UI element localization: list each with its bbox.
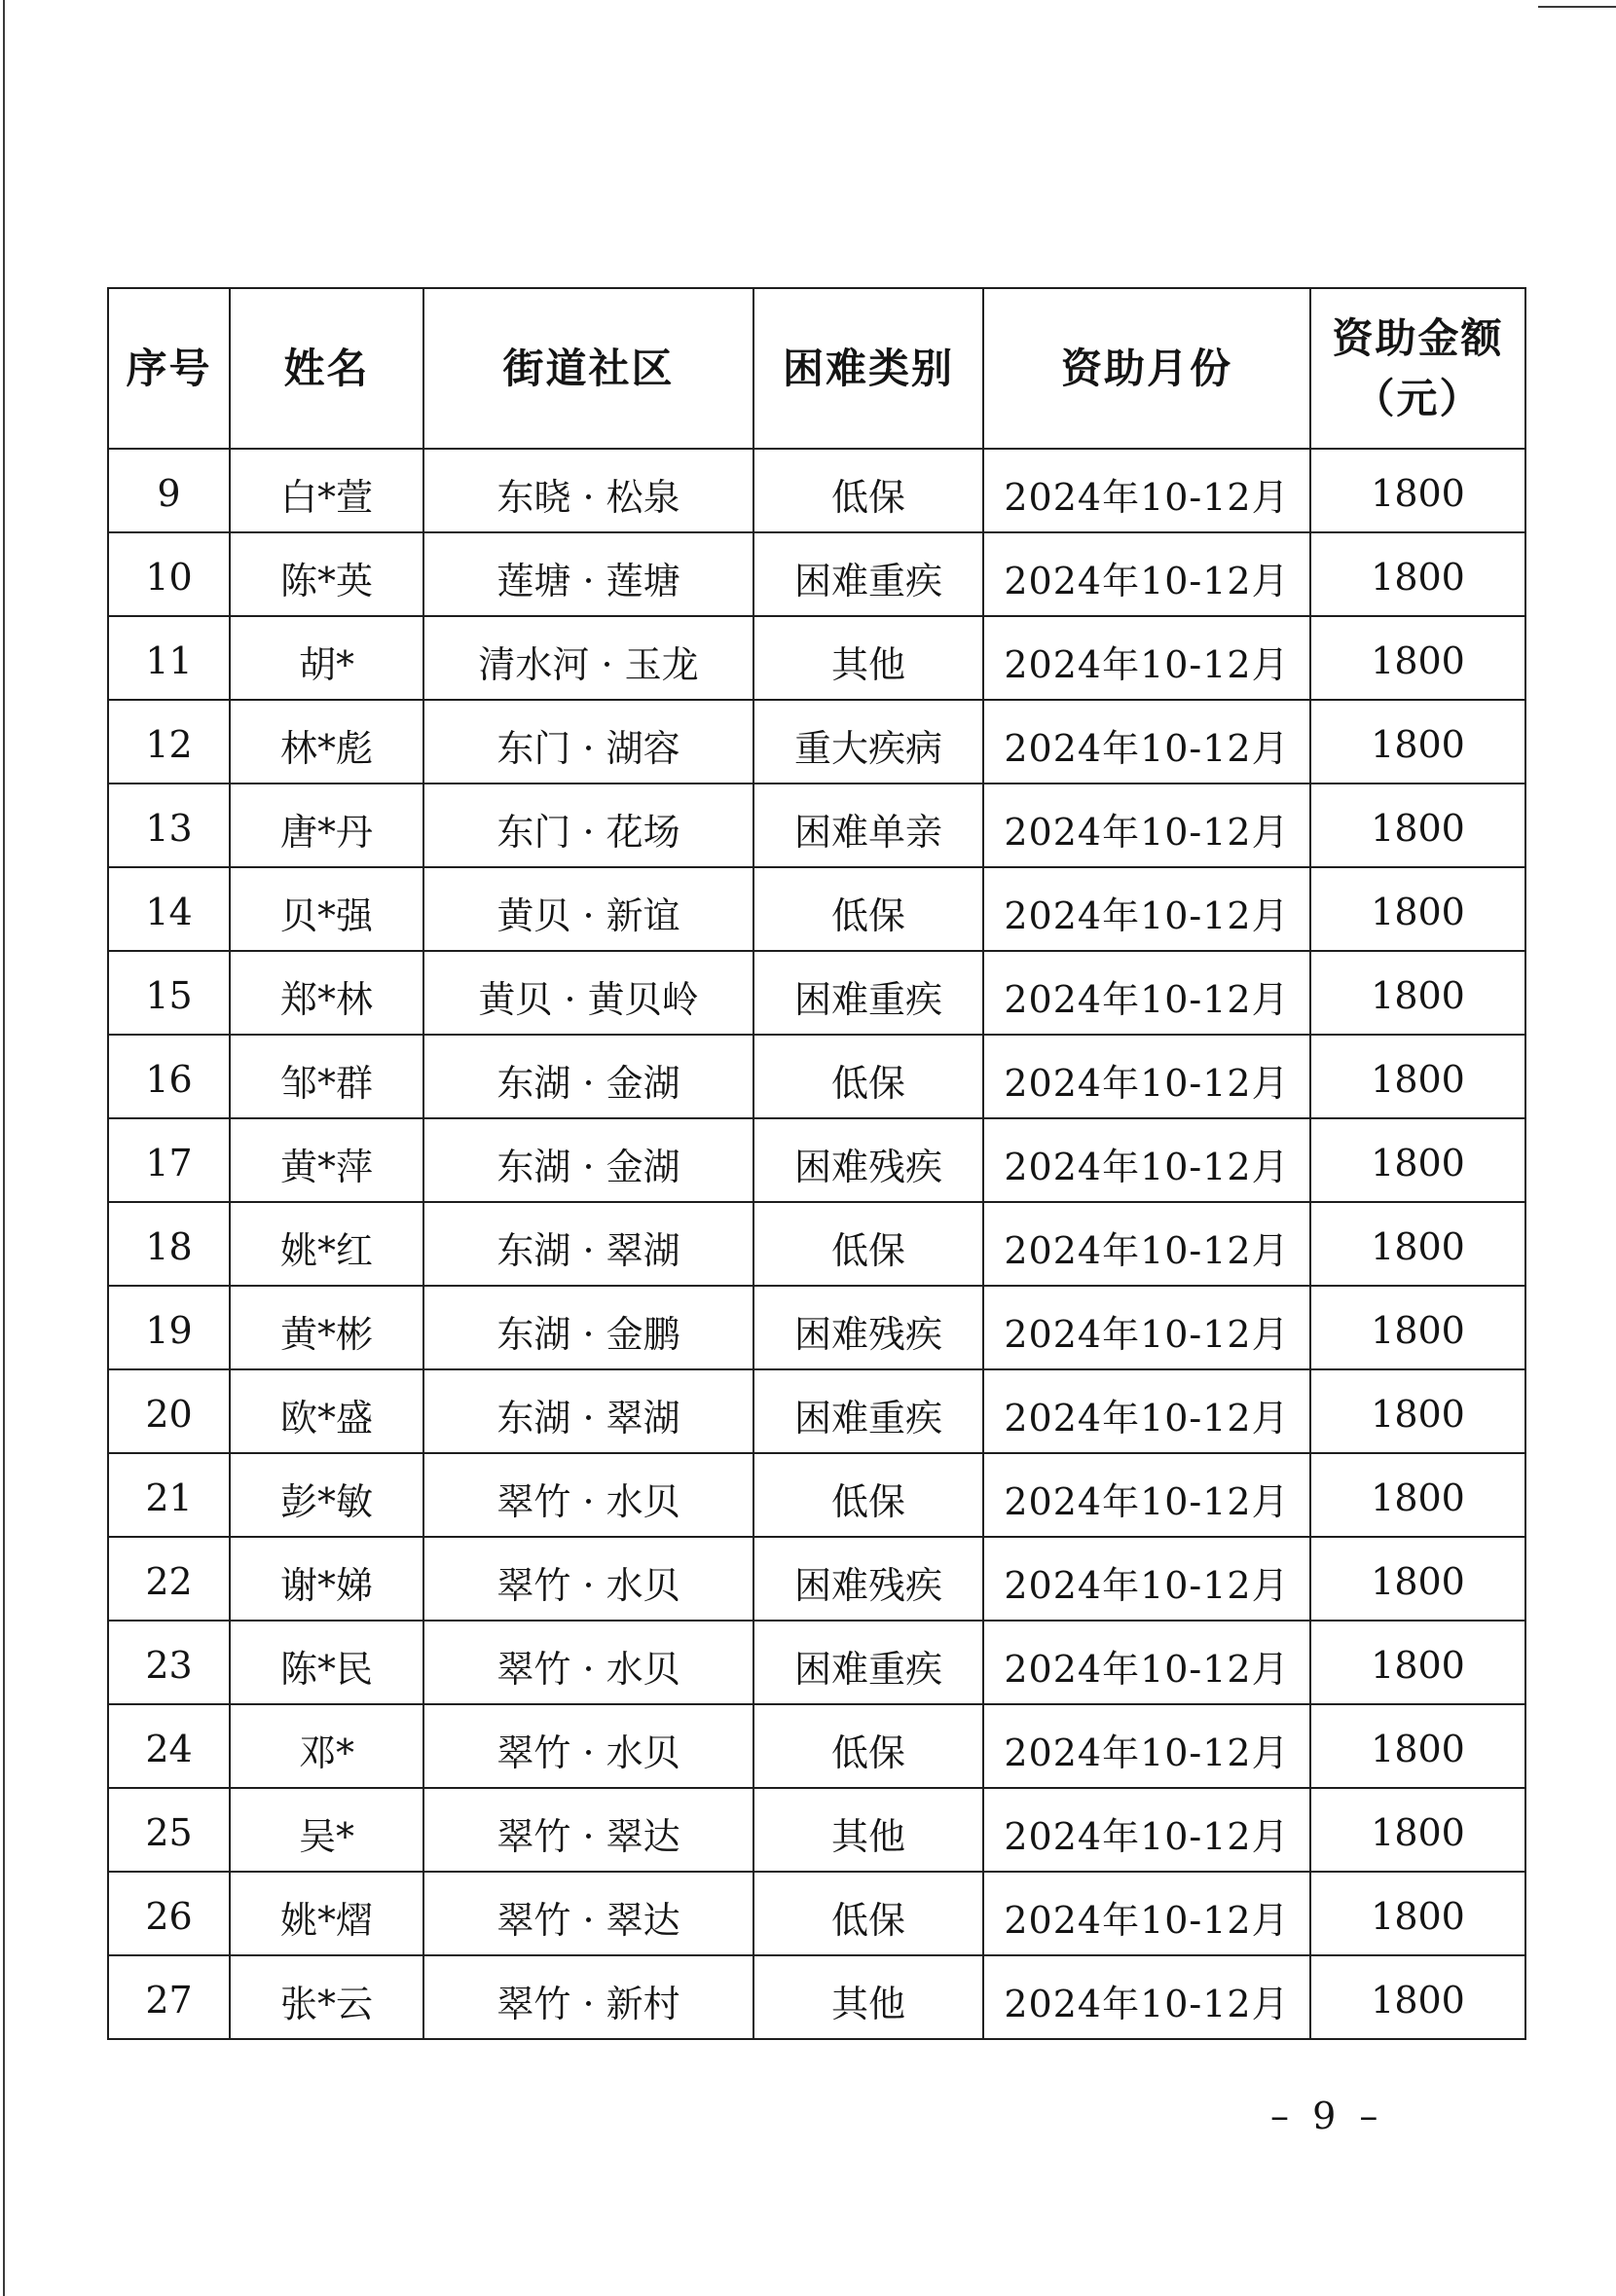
cell-month: 2024年10-12月 — [983, 951, 1310, 1035]
cell-seq: 26 — [108, 1872, 230, 1955]
cell-amount: 1800 — [1310, 1453, 1525, 1537]
cell-seq: 10 — [108, 532, 230, 616]
header-amount-line1: 资助金额 — [1332, 313, 1504, 362]
cell-month: 2024年10-12月 — [983, 1537, 1310, 1621]
cell-community: 翠竹 · 水贝 — [423, 1453, 753, 1537]
cell-category: 重大疾病 — [753, 700, 983, 784]
header-seq: 序号 — [108, 288, 230, 449]
cell-name: 林*彪 — [230, 700, 423, 784]
table-row — [108, 867, 1525, 951]
cell-month: 2024年10-12月 — [983, 1704, 1310, 1788]
table-header-row — [108, 288, 1525, 449]
cell-category: 困难重疾 — [753, 1621, 983, 1704]
header-name: 姓名 — [230, 288, 423, 449]
cell-amount: 1800 — [1310, 1537, 1525, 1621]
table-row — [108, 1955, 1525, 2039]
cell-amount: 1800 — [1310, 1202, 1525, 1286]
cell-community: 东湖 · 翠湖 — [423, 1369, 753, 1453]
cell-community: 东湖 · 金湖 — [423, 1035, 753, 1118]
cell-category: 低保 — [753, 1872, 983, 1955]
cell-seq: 25 — [108, 1788, 230, 1872]
table-row — [108, 1704, 1525, 1788]
cell-community: 翠竹 · 翠达 — [423, 1872, 753, 1955]
table-row — [108, 616, 1525, 700]
cell-amount: 1800 — [1310, 1369, 1525, 1453]
cell-amount: 1800 — [1310, 867, 1525, 951]
cell-amount: 1800 — [1310, 784, 1525, 867]
cell-name: 张*云 — [230, 1955, 423, 2039]
page-number: – 9 – — [1270, 2095, 1384, 2137]
cell-name: 唐*丹 — [230, 784, 423, 867]
cell-community: 黄贝 · 黄贝岭 — [423, 951, 753, 1035]
cell-category: 其他 — [753, 616, 983, 700]
cell-amount: 1800 — [1310, 1035, 1525, 1118]
cell-name: 吴* — [230, 1788, 423, 1872]
cell-month: 2024年10-12月 — [983, 1872, 1310, 1955]
table-row — [108, 1035, 1525, 1118]
cell-month: 2024年10-12月 — [983, 1788, 1310, 1872]
cell-category: 其他 — [753, 1955, 983, 2039]
cell-amount: 1800 — [1310, 700, 1525, 784]
cell-amount: 1800 — [1310, 449, 1525, 532]
header-category: 困难类别 — [753, 288, 983, 449]
cell-category: 其他 — [753, 1788, 983, 1872]
table-row — [108, 1369, 1525, 1453]
cell-seq: 14 — [108, 867, 230, 951]
cell-category: 困难重疾 — [753, 951, 983, 1035]
cell-seq: 27 — [108, 1955, 230, 2039]
cell-amount: 1800 — [1310, 1788, 1525, 1872]
cell-category: 低保 — [753, 449, 983, 532]
cell-month: 2024年10-12月 — [983, 1286, 1310, 1369]
cell-name: 彭*敏 — [230, 1453, 423, 1537]
cell-name: 邓* — [230, 1704, 423, 1788]
cell-amount: 1800 — [1310, 1621, 1525, 1704]
cell-seq: 11 — [108, 616, 230, 700]
cell-amount: 1800 — [1310, 532, 1525, 616]
table-row — [108, 1453, 1525, 1537]
cell-amount: 1800 — [1310, 1704, 1525, 1788]
cell-name: 黄*彬 — [230, 1286, 423, 1369]
cell-community: 东晓 · 松泉 — [423, 449, 753, 532]
cell-month: 2024年10-12月 — [983, 784, 1310, 867]
cell-amount: 1800 — [1310, 1286, 1525, 1369]
table-row — [108, 700, 1525, 784]
cell-name: 谢*娣 — [230, 1537, 423, 1621]
table-row — [108, 449, 1525, 532]
cell-amount: 1800 — [1310, 1955, 1525, 2039]
cell-month: 2024年10-12月 — [983, 1955, 1310, 2039]
cell-name: 姚*熠 — [230, 1872, 423, 1955]
cell-amount: 1800 — [1310, 1118, 1525, 1202]
cell-category: 低保 — [753, 1202, 983, 1286]
cell-category: 低保 — [753, 867, 983, 951]
cell-seq: 13 — [108, 784, 230, 867]
cell-amount: 1800 — [1310, 951, 1525, 1035]
cell-month: 2024年10-12月 — [983, 1035, 1310, 1118]
cell-month: 2024年10-12月 — [983, 1369, 1310, 1453]
table-row — [108, 1872, 1525, 1955]
cell-category: 困难单亲 — [753, 784, 983, 867]
cell-category: 低保 — [753, 1704, 983, 1788]
cell-month: 2024年10-12月 — [983, 1202, 1310, 1286]
table-row — [108, 1621, 1525, 1704]
cell-community: 翠竹 · 水贝 — [423, 1704, 753, 1788]
cell-seq: 12 — [108, 700, 230, 784]
cell-seq: 21 — [108, 1453, 230, 1537]
cell-amount: 1800 — [1310, 1872, 1525, 1955]
cell-month: 2024年10-12月 — [983, 867, 1310, 951]
cell-month: 2024年10-12月 — [983, 1621, 1310, 1704]
cell-month: 2024年10-12月 — [983, 700, 1310, 784]
cell-community: 清水河 · 玉龙 — [423, 616, 753, 700]
cell-amount: 1800 — [1310, 616, 1525, 700]
cell-category: 低保 — [753, 1035, 983, 1118]
cell-seq: 19 — [108, 1286, 230, 1369]
cell-community: 东湖 · 金鹏 — [423, 1286, 753, 1369]
cell-month: 2024年10-12月 — [983, 616, 1310, 700]
cell-month: 2024年10-12月 — [983, 1453, 1310, 1537]
cell-seq: 23 — [108, 1621, 230, 1704]
cell-month: 2024年10-12月 — [983, 1118, 1310, 1202]
cell-category: 困难重疾 — [753, 532, 983, 616]
cell-community: 黄贝 · 新谊 — [423, 867, 753, 951]
cell-community: 东门 · 湖容 — [423, 700, 753, 784]
cell-category: 困难残疾 — [753, 1118, 983, 1202]
cell-category: 困难残疾 — [753, 1286, 983, 1369]
cell-community: 翠竹 · 水贝 — [423, 1621, 753, 1704]
cell-seq: 22 — [108, 1537, 230, 1621]
cell-seq: 17 — [108, 1118, 230, 1202]
header-community: 街道社区 — [423, 288, 753, 449]
cell-seq: 20 — [108, 1369, 230, 1453]
cell-category: 困难重疾 — [753, 1369, 983, 1453]
cell-community: 翠竹 · 水贝 — [423, 1537, 753, 1621]
cell-name: 陈*民 — [230, 1621, 423, 1704]
cell-seq: 9 — [108, 449, 230, 532]
cell-community: 翠竹 · 新村 — [423, 1955, 753, 2039]
cell-category: 低保 — [753, 1453, 983, 1537]
header-amount — [1310, 288, 1525, 449]
cell-seq: 16 — [108, 1035, 230, 1118]
table-row — [108, 532, 1525, 616]
cell-community: 东门 · 花场 — [423, 784, 753, 867]
cell-community: 东湖 · 金湖 — [423, 1118, 753, 1202]
cell-community: 莲塘 · 莲塘 — [423, 532, 753, 616]
table-row — [108, 784, 1525, 867]
cell-seq: 24 — [108, 1704, 230, 1788]
cell-month: 2024年10-12月 — [983, 532, 1310, 616]
table-row — [108, 1537, 1525, 1621]
cell-name: 邹*群 — [230, 1035, 423, 1118]
cell-name: 姚*红 — [230, 1202, 423, 1286]
table-row — [108, 1118, 1525, 1202]
cell-seq: 18 — [108, 1202, 230, 1286]
table-body — [108, 449, 1525, 2039]
cell-name: 贝*强 — [230, 867, 423, 951]
cell-category: 困难残疾 — [753, 1537, 983, 1621]
header-month: 资助月份 — [983, 288, 1310, 449]
cell-name: 郑*林 — [230, 951, 423, 1035]
table-row — [108, 951, 1525, 1035]
table-row — [108, 1788, 1525, 1872]
cell-name: 白*萱 — [230, 449, 423, 532]
header-amount-line2: （元） — [1353, 374, 1483, 422]
scan-edge-left — [3, 0, 5, 2296]
cell-month: 2024年10-12月 — [983, 449, 1310, 532]
assistance-table — [107, 287, 1526, 2040]
cell-name: 胡* — [230, 616, 423, 700]
cell-name: 陈*英 — [230, 532, 423, 616]
cell-seq: 15 — [108, 951, 230, 1035]
cell-community: 翠竹 · 翠达 — [423, 1788, 753, 1872]
cell-name: 欧*盛 — [230, 1369, 423, 1453]
table-row — [108, 1286, 1525, 1369]
cell-name: 黄*萍 — [230, 1118, 423, 1202]
scan-edge-top — [1538, 6, 1616, 8]
table-row — [108, 1202, 1525, 1286]
cell-community: 东湖 · 翠湖 — [423, 1202, 753, 1286]
